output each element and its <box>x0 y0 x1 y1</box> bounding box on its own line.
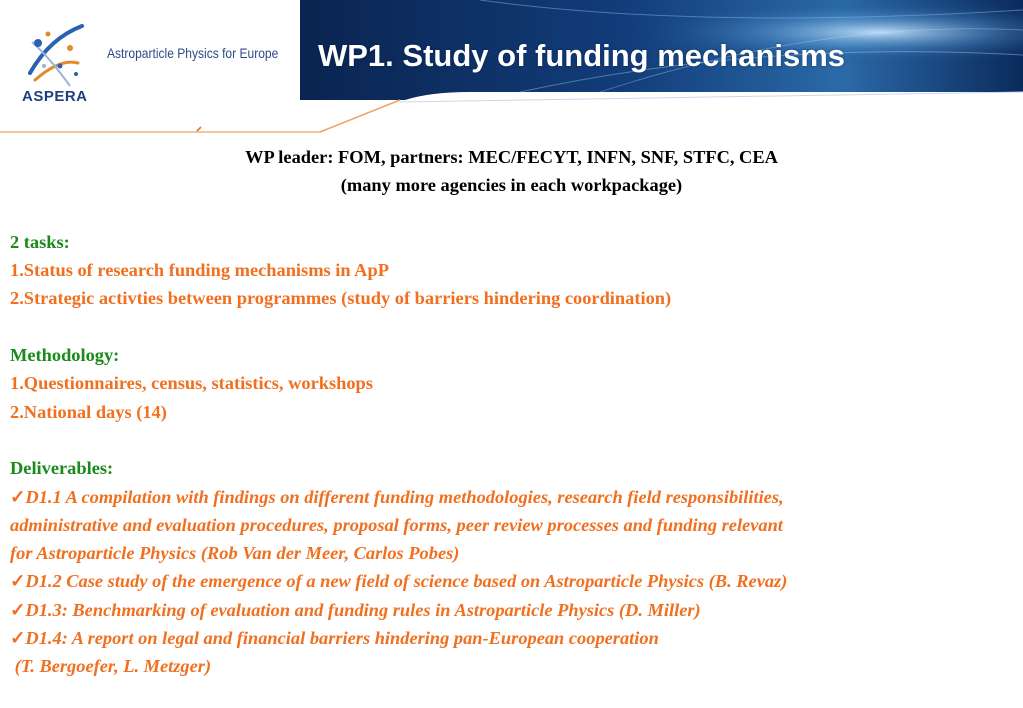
checkmark-icon: ✓ <box>10 571 26 592</box>
task-item: 2.Strategic activties between programmes (study of barriers hindering coordination) <box>10 288 672 309</box>
deliverable-d11 <box>0 483 1023 511</box>
slide-header <box>0 0 1023 135</box>
methodology-item: 2.National days (14) <box>10 401 167 422</box>
logo-text: ASPERA <box>22 88 88 105</box>
deliverable-text: D1.1 A compilation with findings on different funding methodologies, research field responsibilities, <box>25 486 784 507</box>
deliverable-d14-cont: (T. Bergoefer, L. Metzger) <box>10 656 212 677</box>
checkmark-icon: ✓ <box>10 486 26 507</box>
tasks-heading: 2 tasks: <box>10 231 70 252</box>
slide-body <box>0 143 1023 681</box>
slide-title: WP1. Study of funding mechanisms <box>318 38 846 73</box>
deliverable-text: D1.2 Case study of the emergence of a new field of science based on Astroparticle Physics (B. Revaz) <box>25 571 788 592</box>
deliverable-text: D1.3: Benchmarking of evaluation and funding rules in Astroparticle Physics (D. Miller) <box>25 599 701 620</box>
deliverable-d14 <box>0 624 1023 652</box>
methodology-heading: Methodology: <box>10 345 120 366</box>
header-tagline: Astroparticle Physics for Europe <box>107 45 279 61</box>
agencies-note: (many more agencies in each workpackage) <box>340 175 683 196</box>
deliverable-d13 <box>0 596 1023 624</box>
spacer <box>0 313 1023 341</box>
deliverable-text: D1.4: A report on legal and financial barriers hindering pan-European cooperation <box>25 628 659 649</box>
task-item: 1.Status of research funding mechanisms in ApP <box>10 260 389 281</box>
checkmark-icon: ✓ <box>10 628 26 649</box>
decorative-mark-icon <box>196 126 202 132</box>
spacer <box>0 426 1023 454</box>
deliverables-heading: Deliverables: <box>10 458 114 479</box>
deliverable-d12 <box>0 567 1023 595</box>
checkmark-icon: ✓ <box>10 599 26 620</box>
methodology-item: 1.Questionnaires, census, statistics, workshops <box>10 373 373 394</box>
spacer <box>0 200 1023 228</box>
wp-leader-line: WP leader: FOM, partners: MEC/FECYT, INFN, SNF, STFC, CEA <box>245 147 778 167</box>
deliverable-d11-cont: for Astroparticle Physics (Rob Van der Meer, Carlos Pobes) <box>10 543 460 564</box>
deliverable-d11-cont: administrative and evaluation procedures, proposal forms, peer review processes and funding relevant <box>10 514 783 535</box>
